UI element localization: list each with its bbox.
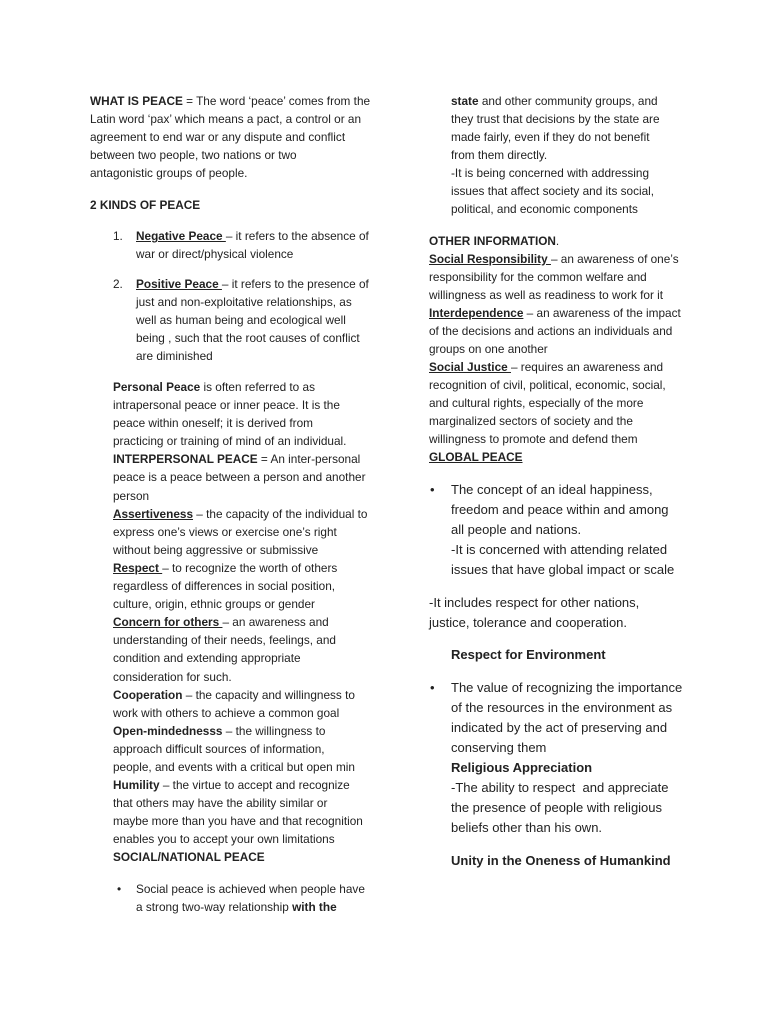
definition-line — [113, 450, 367, 468]
term-state: state — [451, 94, 479, 108]
list-number: 2. — [113, 277, 123, 291]
definition-text: – an awareness of the impact — [523, 306, 681, 320]
definition-line: maybe more than you have and that recognition — [113, 814, 363, 829]
term-respect: Respect — [113, 560, 163, 575]
paragraph-line: political, and economic components — [451, 202, 638, 216]
list-line: just and non-exploitative relationships, as — [136, 295, 352, 309]
definition-line — [113, 505, 367, 523]
definition-text: – to recognize the worth of others — [162, 560, 338, 575]
global-peace-bullet — [430, 480, 674, 580]
list-line: war or direct/physical violence — [136, 247, 294, 261]
bullet-line: The concept of an ideal happiness, — [451, 482, 653, 497]
section-heading-respect-for-environment: Respect for Environment — [451, 647, 606, 662]
list-item-negative-peace — [113, 227, 369, 263]
term-humility: Humility — [113, 778, 160, 793]
definition-text: – the capacity and willingness to — [182, 687, 355, 702]
definition-line — [113, 722, 367, 740]
definition-line: person — [113, 488, 150, 503]
paragraph-line: they trust that decisions by the state are — [451, 112, 660, 126]
bullet-line: issues that have global impact or scale — [451, 562, 675, 577]
definition-line: peace within oneself; it is derived from — [113, 416, 313, 431]
paragraph-text: and other community groups, and — [478, 94, 658, 108]
bullet-icon: • — [117, 882, 122, 896]
bullet-line: -The ability to respect and appreciate — [451, 780, 669, 795]
definition-line: regardless of differences in social position, — [113, 579, 336, 594]
paragraph-line: antagonistic groups of people. — [90, 166, 248, 180]
section-heading-global-peace: GLOBAL PEACE — [429, 450, 523, 464]
section-heading-social-national-peace: SOCIAL/NATIONAL PEACE — [113, 850, 265, 865]
definition-text: is often referred to as — [200, 380, 315, 394]
bullet-line — [136, 898, 365, 916]
paragraph-line: Latin word ‘pax’ which means a pact, a control or an — [90, 112, 362, 126]
paragraph-line: agreement to end war or any dispute and conflict — [90, 130, 346, 144]
definition-line: marginalized sectors of society and the — [429, 414, 633, 428]
list-item-text — [136, 227, 369, 263]
term-interdependence: Interdependence — [429, 306, 524, 320]
term-what-is-peace: WHAT IS PEACE — [90, 94, 183, 108]
definition-line: responsibility for the common welfare and — [429, 270, 647, 284]
term-interpersonal-peace: INTERPERSONAL PEACE — [113, 452, 258, 467]
definition-line — [429, 250, 681, 268]
definition-line: approach difficult sources of information, — [113, 741, 325, 756]
environment-bullet — [430, 678, 682, 838]
definition-line: without being aggressive or submissive — [113, 542, 319, 557]
bullet-icon: • — [430, 482, 435, 497]
bullet-line: The value of recognizing the importance — [451, 680, 683, 695]
social-peace-continuation — [451, 92, 660, 218]
list-line: well as human being and ecological well — [136, 313, 346, 327]
bullet-line: of the resources in the environment as — [451, 700, 673, 715]
bullet-line: the presence of people with religious — [451, 800, 663, 815]
definition-text: – the virtue to accept and recognize — [159, 778, 350, 793]
definition-text: = The word ‘peace’ comes from the — [182, 94, 371, 108]
definition-line: practicing or training of mind of an individual. — [113, 434, 347, 449]
definition-line: work with others to achieve a common goal — [113, 705, 340, 720]
bullet-line: freedom and peace within and among — [451, 502, 669, 517]
definition-line: enables you to accept your own limitations — [113, 832, 335, 847]
definition-text: – it refers to the absence of — [225, 229, 369, 243]
term-assertiveness: Assertiveness — [113, 506, 194, 521]
paragraph-line: -It is being concerned with addressing — [451, 166, 650, 180]
definition-line: understanding of their needs, feelings, and — [113, 633, 336, 648]
term-concern-for-others: Concern for others — [113, 615, 223, 630]
definition-line: peace is a peace between a person and another — [113, 470, 366, 485]
definition-line: express one’s views or exercise one’s right — [113, 524, 337, 539]
paragraph-line: made fairly, even if they do not benefit — [451, 130, 650, 144]
definition-line: that others may have the ability similar or — [113, 796, 328, 811]
bullet-line: conserving them — [451, 740, 547, 755]
definition-line: consideration for such. — [113, 669, 232, 684]
paragraph-line: from them directly. — [451, 148, 548, 162]
list-number: 1. — [113, 229, 123, 243]
definition-line: culture, origin, ethnic groups or gender — [113, 597, 315, 612]
bullet-line-bold-text: with the — [292, 900, 337, 914]
bullet-text — [451, 678, 682, 838]
global-peace-note — [429, 593, 639, 633]
definition-line — [113, 613, 367, 631]
definition-line — [113, 686, 367, 704]
paragraph-line: -It includes respect for other nations, — [429, 595, 640, 610]
definition-line: intrapersonal peace or inner peace. It is the — [113, 398, 340, 413]
unity-heading-block — [451, 851, 671, 871]
definition-text: = An inter-personal — [257, 452, 361, 467]
list-line — [136, 275, 369, 293]
bullet-text — [136, 880, 365, 916]
bullet-line: indicated by the act of preserving and — [451, 720, 668, 735]
list-line — [136, 227, 369, 245]
bullet-line: Social peace is achieved when people have — [136, 882, 365, 896]
definition-line — [429, 358, 681, 376]
heading-text: OTHER INFORMATION — [429, 234, 556, 248]
what-is-peace-paragraph — [90, 92, 370, 182]
bullet-line: all people and nations. — [451, 522, 582, 537]
bullet-icon: • — [430, 680, 435, 695]
paragraph-line: justice, tolerance and cooperation. — [429, 615, 628, 630]
definition-line — [429, 304, 681, 322]
section-heading-kinds-of-peace: 2 KINDS OF PEACE — [90, 198, 201, 212]
subheading-religious-appreciation: Religious Appreciation — [451, 760, 593, 775]
definition-line — [113, 776, 367, 794]
term-personal-peace: Personal Peace — [113, 380, 201, 394]
term-positive-peace: Positive Peace — [136, 277, 222, 291]
list-line: are diminished — [136, 349, 213, 363]
bullet-text — [451, 480, 674, 580]
definition-line: recognition of civil, political, economic, social, — [429, 378, 666, 392]
definition-text: – an awareness of one’s — [550, 252, 679, 266]
definition-line: willingness to promote and defend them — [429, 432, 638, 446]
paragraph-line — [451, 92, 660, 110]
list-item-positive-peace — [113, 275, 369, 365]
paragraph-line — [90, 92, 370, 110]
term-open-mindedness: Open-mindednesss — [113, 723, 223, 738]
definition-line: condition and extending appropriate — [113, 651, 301, 666]
definition-text: – the capacity of the individual to — [193, 506, 368, 521]
definition-line — [113, 378, 367, 396]
right-column — [384, 0, 768, 1024]
section-heading-unity-in-oneness: Unity in the Oneness of Humankind — [451, 853, 671, 868]
term-negative-peace: Negative Peace — [136, 229, 226, 243]
section-heading-other-information — [429, 232, 681, 250]
definition-line: people, and events with a critical but open min — [113, 759, 355, 774]
kinds-heading-block — [90, 196, 200, 214]
term-social-responsibility: Social Responsibility — [429, 252, 551, 266]
bullet-line: -It is concerned with attending related — [451, 542, 668, 557]
definition-text: – it refers to the presence of — [221, 277, 369, 291]
heading-suffix: . — [555, 234, 560, 248]
environment-heading-block — [451, 645, 606, 665]
social-peace-bullet — [117, 880, 365, 916]
term-social-justice: Social Justice — [429, 360, 511, 374]
list-item-text — [136, 275, 369, 365]
paragraph-line: issues that affect society and its social, — [451, 184, 655, 198]
definition-text: – the willingness to — [222, 723, 326, 738]
definitions-block — [113, 378, 367, 867]
list-line: being , such that the root causes of conflict — [136, 331, 360, 345]
definition-line: of the decisions and actions an individuals and — [429, 324, 673, 338]
definition-text: – requires an awareness and — [510, 360, 664, 374]
definition-text: – an awareness and — [222, 615, 329, 630]
definition-line: groups on one another — [429, 342, 548, 356]
other-information-block — [429, 232, 681, 466]
definition-line: and cultural rights, especially of the more — [429, 396, 644, 410]
term-cooperation: Cooperation — [113, 687, 183, 702]
bullet-line: beliefs other than his own. — [451, 820, 603, 835]
paragraph-line: between two people, two nations or two — [90, 148, 297, 162]
definition-line: willingness as well as readiness to work for it — [429, 288, 664, 302]
definition-line — [113, 559, 367, 577]
bullet-line-text: a strong two-way relationship — [136, 900, 293, 914]
